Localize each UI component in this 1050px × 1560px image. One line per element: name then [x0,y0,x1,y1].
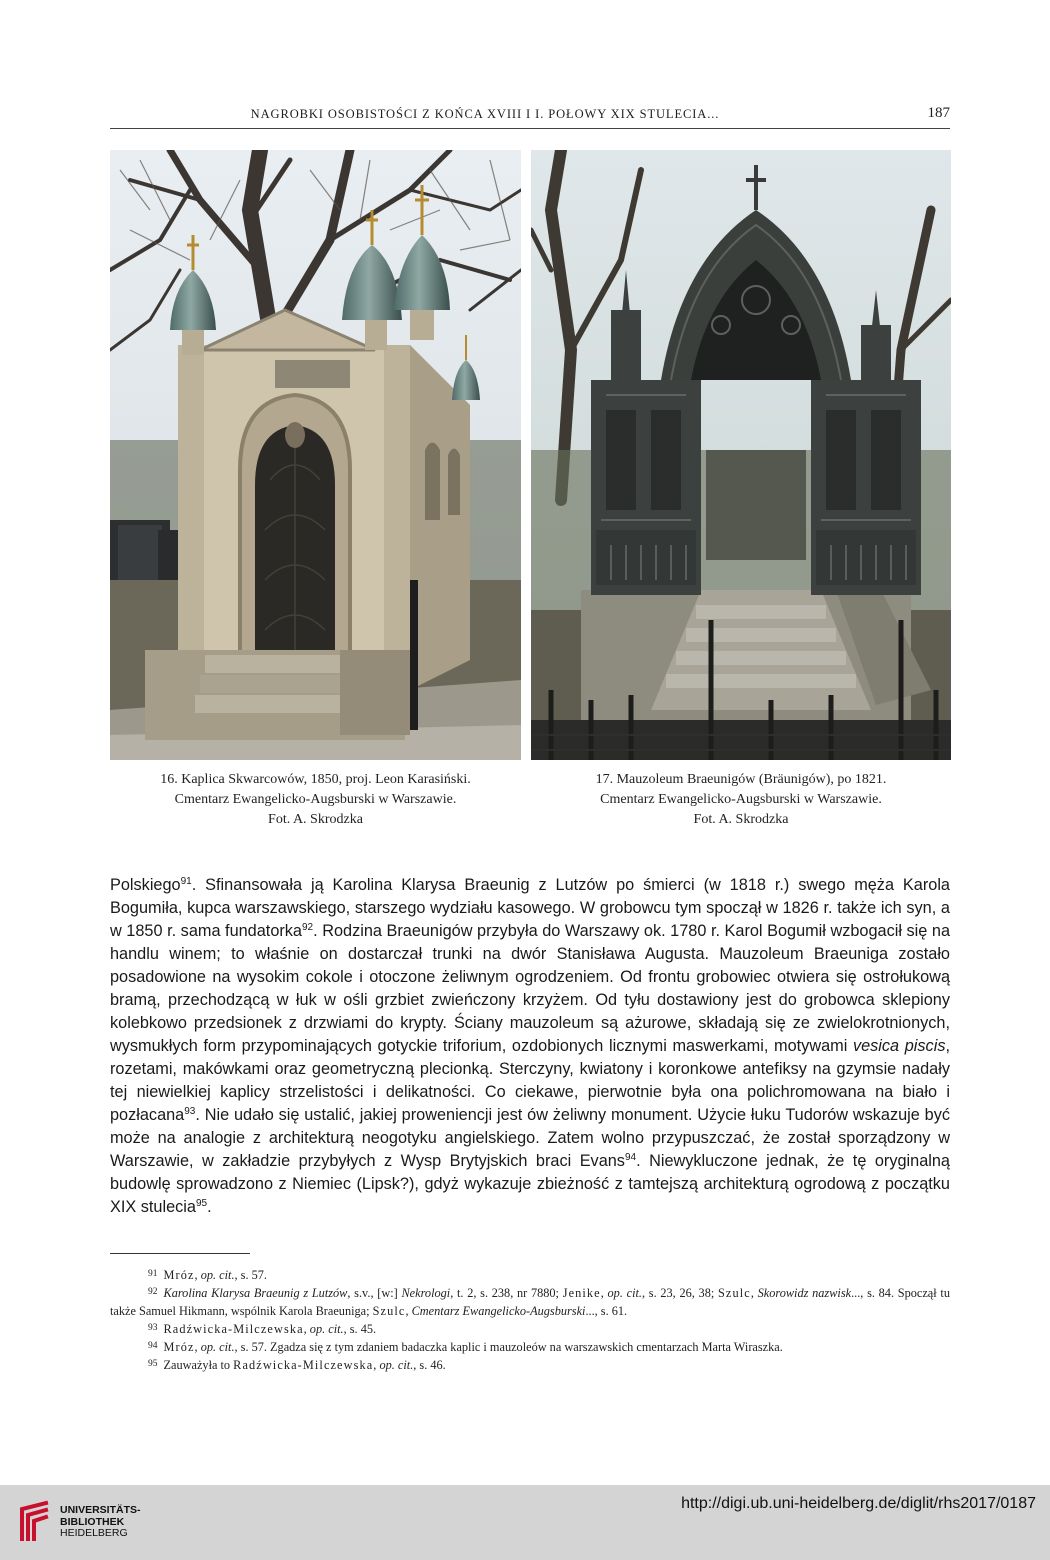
text-run: , s. 23, 26, 38; [641,1286,718,1301]
footnote-number: 91 [148,1269,158,1279]
footnotes [110,1266,950,1375]
body-paragraph [110,874,950,1219]
figure-17-caption [531,770,951,830]
text-run: , rozetami, makówkami oraz geometryczną plecionką. Sterczyny, kwiatony i koronkowe antefiksy na gzymsie nadały tej niewielkiej kaplicy strzelistości i delikatności. Co ciekawe, pierwotnie była ona polichromowana na biało i pozłacana [110,1037,950,1124]
text-run: ..., s. 84. Spoczął tu także Samuel Hikmann, wspólnik Karola Braeuniga; [110,1286,950,1318]
text-run: , s. 45. [343,1321,377,1336]
footnote-ref: 93 [184,1106,196,1117]
footnote-number: 94 [148,1341,158,1352]
footnote-author: Szulc [372,1303,406,1318]
caption-line: 17. Mauzoleum Braeunigów (Bräunigów), po 1821. [595,772,887,787]
text-run: , [405,1303,412,1318]
footnote-author: Mróz [163,1268,195,1282]
text-run: . [207,1198,212,1216]
text-run: ..., s. 61. [585,1303,628,1318]
text-run: Zauważyła to [163,1358,234,1373]
text-run: op. cit. [200,1340,235,1355]
caption-line: Cmentarz Ewangelicko-Augsburski w Warszawie. [174,792,457,807]
text-run: op. cit. [200,1268,235,1282]
figure-16-photo [110,150,521,760]
text-run: . Sfinansowała ją Karolina Klarysa Braeunig z Lutzów po śmierci (w 1818 r.) swego męża Karola Bogumiła, kupca warszawskiego, starszego wydziału kasowego. W grobowcu tym spoczął w 1826 r. także ich syn, a w 1850 r. sama fundatorka [110,876,950,940]
footnote-ref: 92 [302,922,314,933]
caption-line: 16. Kaplica Skwarcowów, 1850, proj. Leon Karasiński. [160,772,471,787]
text-run: op. cit. [309,1321,344,1336]
footnote-author: Szulc [717,1286,751,1301]
caption-line: Cmentarz Ewangelicko-Augsburski w Warszawie. [600,792,882,807]
footnote-ref: 95 [195,1198,208,1209]
footnote-number: 95 [148,1359,158,1370]
page-header [110,104,950,129]
text-run: , [194,1268,201,1282]
footnote-ref: 91 [180,876,192,887]
library-name-line: BIBLIOTHEK [60,1515,125,1528]
text-run: op. cit. [607,1286,642,1301]
body-text [110,874,950,1219]
footnote-author: Radźwicka-Milczewska [163,1321,304,1336]
text-run: op. cit. [379,1358,414,1373]
footnote-author: Jenike [562,1286,601,1301]
running-title: NAGROBKI OSOBISTOŚCI Z KOŃCA XVIII I I. POŁOWY XIX STULECIA... [250,107,720,121]
text-run: . Niewykluczone jednak, że tę oryginalną budowlę sprowadzono z Niemiec (Lipsk?), gdyż wykazuje zbieżność z tamtejszą architekturą ogrodową z początku XIX stulecia [110,1152,950,1216]
footnote-94 [110,1338,950,1356]
text-run: , s. 46. [413,1358,446,1373]
figure-17-photo [531,150,951,760]
text-run: Cmentarz Ewangelicko-Augsburski [411,1303,586,1318]
text-run: , s.v., [w:] [347,1286,402,1301]
library-name-line: UNIVERSITÄTS- [60,1504,141,1516]
text-run: , s. 57. Zgadza się z tym zdaniem badaczka kaplic i mauzoleów na warszawskich cmentarzach Marta Wiraszka. [234,1340,783,1355]
footnote-93 [110,1320,950,1338]
library-name-line: HEIDELBERG [60,1527,128,1539]
footnote-author: Radźwicka-Milczewska [233,1358,374,1373]
footnote-95 [110,1356,950,1374]
figure-16-caption [110,770,521,830]
text-run: , t. 2, s. 238, nr 7880; [450,1286,563,1301]
footnote-author: Mróz [163,1340,195,1355]
page-number: 187 [927,105,950,121]
text-run: . Nie udało się ustalić, jakiej proweniencji jest ów żeliwny monument. Użycie łuku Tudorów wskazuje być może na analogie z architekturą neogotyku angielskiego. Zatem wolno przypuszczać, że został sporządzony w Warszawie, w zakładzie przybyłych z Wysp Brytyjskich braci Evans [110,1106,950,1170]
text-run: Nekrologi [401,1286,451,1301]
text-run: Polskiego [110,876,181,894]
footnote-ref: 94 [624,1152,637,1163]
caption-line: Fot. A. Skrodzka [268,812,363,827]
text-run: Karolina Klarysa Braeunig z Lutzów [163,1286,348,1301]
italic-term: vesica piscis [852,1037,946,1055]
footnote-separator [110,1253,250,1254]
footnote-number: 92 [148,1287,158,1298]
text-run: , [750,1286,758,1301]
text-run: . Rodzina Braeunigów przybyła do Warszawy ok. 1780 r. Karol Bogumił wzbogacił się na handlu winem; to właśnie on dostarczał trunki na dwór Stanisława Augusta. Mauzoleum Braeuniga zostało posadowione na wysokim cokole i otoczone żeliwnym ogrodzeniem. Od frontu grobowiec otwiera się ostrołukową bramą, przechodzącą w łuk w ośli grzbiet zwieńczony krzyżem. Od tyłu dostawiony jest do grobowca sklepiony kolebkowo przedsionek z drzwiami do krypty. Ściany mauzoleum są ażurowe, składają się ze zwielokrotnionych, wysmukłych form przypominających gotyckie triforium, ozdobionych licznymi maswerkami, motywami [110,922,950,1055]
text-run: , [600,1286,608,1301]
digitization-footer [0,1485,1050,1560]
library-name [60,1505,141,1540]
text-run: , [373,1358,380,1373]
permalink-url[interactable]: http://digi.ub.uni-heidelberg.de/diglit/rhs2017/0187 [681,1495,1036,1512]
caption-line: Fot. A. Skrodzka [693,812,789,827]
footnote-91 [110,1266,950,1284]
text-run: , [194,1340,201,1355]
library-logo-icon [16,1499,54,1545]
footnote-number: 93 [148,1322,158,1333]
text-run: Skorowidz nazwisk [757,1286,852,1301]
text-run: , [303,1321,310,1336]
text-run: , s. 57. [234,1268,267,1282]
footnote-92 [110,1284,950,1320]
